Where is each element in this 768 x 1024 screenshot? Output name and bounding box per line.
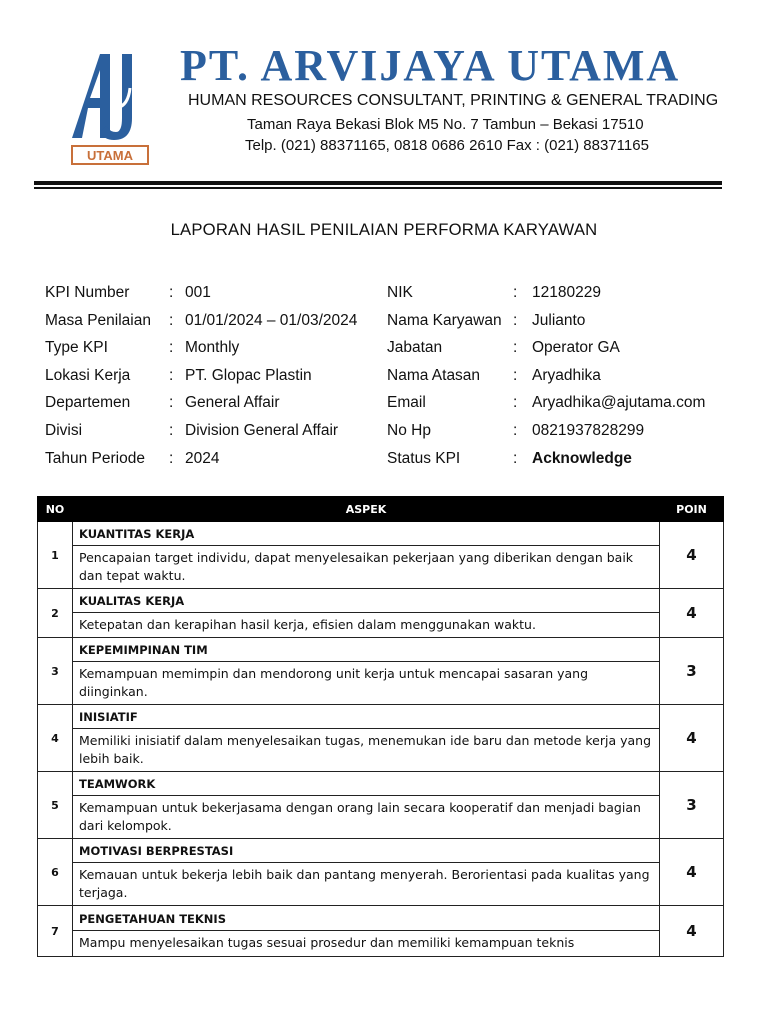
info-colon: :	[169, 367, 174, 384]
email-link[interactable]: Aryadhika@ajutama.com	[532, 394, 706, 411]
table-row	[38, 522, 724, 589]
row-number: 5	[38, 772, 73, 839]
info-value: Division General Affair	[185, 422, 339, 439]
poin-score: 4	[660, 705, 724, 772]
header-no: NO	[38, 497, 73, 522]
aspek-cell	[73, 522, 660, 589]
aspek-title: PENGETAHUAN TEKNIS	[73, 907, 659, 931]
aspek-title: KUANTITAS KERJA	[73, 522, 659, 546]
aspek-cell	[73, 772, 660, 839]
row-number: 7	[38, 906, 73, 957]
info-row-nama-atasan	[387, 367, 727, 391]
info-label: No Hp	[387, 422, 431, 439]
info-label: Tahun Periode	[45, 450, 145, 467]
info-row-type-kpi	[45, 339, 365, 363]
info-label: KPI Number	[45, 284, 130, 301]
row-number: 1	[38, 522, 73, 589]
info-value: 01/01/2024 – 01/03/2024	[185, 312, 358, 329]
info-value: PT. Glopac Plastin	[185, 367, 312, 384]
info-value: Julianto	[532, 312, 586, 329]
poin-score: 4	[660, 839, 724, 906]
table-row	[38, 839, 724, 906]
company-tagline: HUMAN RESOURCES CONSULTANT, PRINTING & GENERAL TRADING	[188, 92, 719, 109]
row-number: 4	[38, 705, 73, 772]
info-label: Status KPI	[387, 450, 461, 467]
aspek-description: Kemampuan untuk bekerjasama dengan orang lain secara kooperatif dan menjadi bagian dari kelompok.	[79, 800, 641, 833]
info-colon: :	[513, 394, 518, 411]
poin-score: 4	[660, 522, 724, 589]
info-colon: :	[169, 284, 174, 301]
info-value: 2024	[185, 450, 220, 467]
aspek-description: Pencapaian target individu, dapat menyelesaikan pekerjaan yang diberikan dengan baik dan tepat waktu.	[79, 550, 634, 583]
header-divider-thin	[34, 187, 722, 189]
info-row-masa-penilaian	[45, 312, 365, 336]
info-row-nama-karyawan	[387, 312, 727, 336]
poin-score: 3	[660, 638, 724, 705]
table-row	[38, 589, 724, 638]
info-colon: :	[513, 339, 518, 356]
info-colon: :	[513, 450, 518, 467]
info-value: 12180229	[532, 284, 601, 301]
aspek-description: Kemampuan memimpin dan mendorong unit kerja untuk mencapai sasaran yang diinginkan.	[79, 666, 589, 699]
info-label: Lokasi Kerja	[45, 367, 131, 384]
info-value: 001	[185, 284, 211, 301]
aspek-title: INISIATIF	[73, 705, 659, 729]
info-colon: :	[513, 284, 518, 301]
aspek-cell	[73, 839, 660, 906]
aspek-cell	[73, 638, 660, 705]
info-value: Aryadhika	[532, 367, 601, 384]
info-label: NIK	[387, 284, 413, 301]
header-poin: POIN	[660, 497, 724, 522]
aspek-description: Memiliki inisiatif dalam menyelesaikan tugas, menemukan ide baru dan metode kerja yang lebih baik.	[79, 733, 652, 766]
info-label: Divisi	[45, 422, 83, 439]
info-row-nik	[387, 284, 727, 308]
kpi-assessment-table	[37, 496, 724, 957]
poin-score: 4	[660, 589, 724, 638]
info-label: Nama Karyawan	[387, 312, 502, 329]
info-colon: :	[169, 422, 174, 439]
header-aspek: ASPEK	[73, 497, 660, 522]
table-row	[38, 906, 724, 957]
company-name: PT. ARVIJAYA UTAMA	[180, 41, 681, 90]
info-label: Jabatan	[387, 339, 443, 356]
info-label: Masa Penilaian	[45, 312, 151, 329]
table-header-row	[38, 497, 724, 522]
aspek-description: Ketepatan dan kerapihan hasil kerja, efisien dalam menggunakan waktu.	[79, 617, 536, 632]
aspek-description: Kemauan untuk bekerja lebih baik dan pantang menyerah. Berorientasi pada kualitas yang terjaga.	[79, 867, 650, 900]
info-row-kpi-number	[45, 284, 365, 308]
aspek-cell	[73, 589, 660, 638]
report-title: LAPORAN HASIL PENILAIAN PERFORMA KARYAWAN	[170, 220, 598, 239]
info-row-email	[387, 394, 727, 418]
info-row-departemen	[45, 394, 365, 418]
info-row-status-kpi	[387, 450, 727, 474]
info-row-lokasi-kerja	[45, 367, 365, 391]
info-colon: :	[169, 450, 174, 467]
info-row-jabatan	[387, 339, 727, 363]
info-colon: :	[513, 422, 518, 439]
row-number: 6	[38, 839, 73, 906]
aspek-title: KEPEMIMPINAN TIM	[73, 638, 659, 662]
header-divider-thick	[34, 181, 722, 185]
info-value: Operator GA	[532, 339, 620, 356]
info-colon: :	[169, 339, 174, 356]
info-colon: :	[513, 312, 518, 329]
poin-score: 4	[660, 906, 724, 957]
info-value: 0821937828299	[532, 422, 645, 439]
aspek-title: TEAMWORK	[73, 772, 659, 796]
status-kpi-value: Acknowledge	[532, 450, 632, 467]
aspek-cell	[73, 705, 660, 772]
table-row	[38, 772, 724, 839]
info-value: Monthly	[185, 339, 240, 356]
row-number: 2	[38, 589, 73, 638]
logo-label: UTAMA	[87, 148, 133, 163]
company-phone: Telp. (021) 88371165, 0818 0686 2610 Fax : (021) 88371165	[245, 137, 649, 154]
aspek-title: MOTIVASI BERPRESTASI	[73, 839, 659, 863]
info-row-no-hp	[387, 422, 727, 446]
info-colon: :	[513, 367, 518, 384]
table-row	[38, 705, 724, 772]
info-colon: :	[169, 394, 174, 411]
aspek-description: Mampu menyelesaikan tugas sesuai prosedur dan memiliki kemampuan teknis	[79, 935, 575, 950]
info-label: Nama Atasan	[387, 367, 481, 384]
aspek-cell	[73, 906, 660, 957]
aspek-title: KUALITAS KERJA	[73, 589, 659, 613]
company-address: Taman Raya Bekasi Blok M5 No. 7 Tambun – Bekasi 17510	[247, 116, 644, 133]
company-logo	[70, 48, 152, 166]
info-row-divisi	[45, 422, 365, 446]
info-label: Email	[387, 394, 426, 411]
poin-score: 3	[660, 772, 724, 839]
info-value: General Affair	[185, 394, 280, 411]
info-label: Departemen	[45, 394, 131, 411]
info-colon: :	[169, 312, 174, 329]
info-label: Type KPI	[45, 339, 108, 356]
info-row-tahun-periode	[45, 450, 365, 474]
row-number: 3	[38, 638, 73, 705]
table-row	[38, 638, 724, 705]
